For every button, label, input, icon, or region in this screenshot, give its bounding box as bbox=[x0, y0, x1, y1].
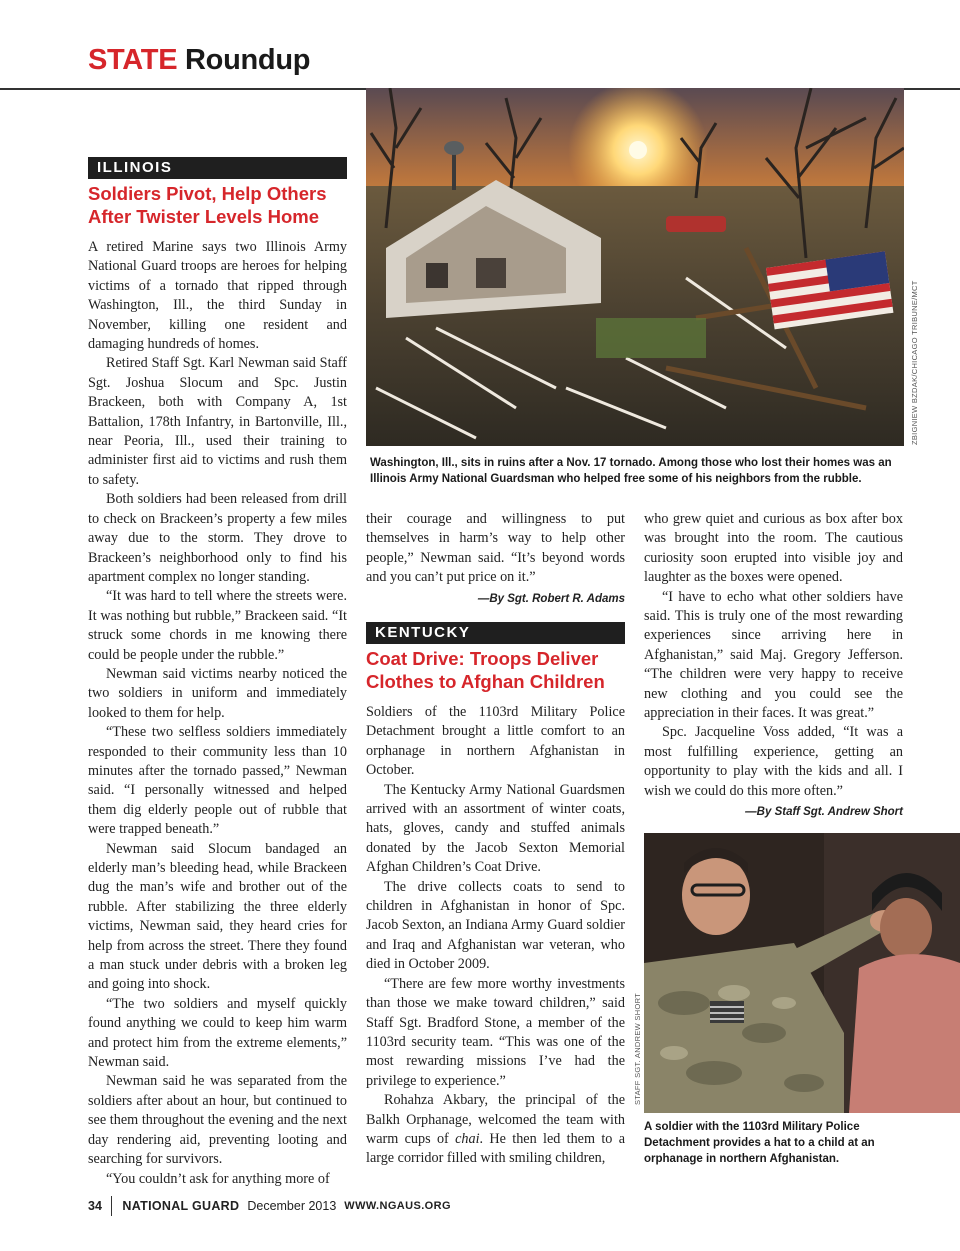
kentucky-paragraph-2: The Kentucky Army National Guardsmen arrived with an assortment of winter coats, hats, gloves, candy and stuffed animals donated by the Jacob Sexton Memorial Afghan Children’s Coat Drive. bbox=[366, 781, 625, 876]
section-title: Roundup bbox=[185, 44, 311, 76]
footer-divider bbox=[111, 1196, 113, 1216]
kentucky-byline: —By Staff Sgt. Andrew Short bbox=[745, 806, 903, 819]
illinois-paragraph-4: “It was hard to tell where the streets were. It was nothing but rubble,” Brackeen said. “It struck some chords in me knowing there could be people under the rubble.” bbox=[88, 588, 347, 663]
kentucky-paragraph-1: Soldiers of the 1103rd Military Police Detachment brought a little comfort to an orphanage in northern Afghanistan in October. bbox=[366, 704, 625, 779]
kentucky-col3-paragraph-3: Spc. Jacqueline Voss added, “It was a most fulfilling experience, getting an opportunity to play with the kids and all. I wish we could do this more often.” bbox=[644, 724, 903, 799]
illinois-headline-line2: After Twister Levels Home bbox=[88, 205, 319, 227]
photo2-caption: A soldier with the 1103rd Military Police Detachment provides a hat to a child at an orphanage in northern Afghanistan. bbox=[644, 1121, 875, 1165]
magazine-name: NATIONAL GUARD bbox=[122, 1199, 240, 1213]
illinois-paragraph-5: Newman said victims nearby noticed the two soldiers in uniform and immediately looked to them for help. bbox=[88, 665, 347, 721]
article-col2-top bbox=[366, 510, 625, 609]
illinois-article-col1 bbox=[88, 238, 347, 1189]
illinois-state-bar: ILLINOIS bbox=[88, 157, 347, 179]
kentucky-p5-after: . He then led them to a large corridor filled with smiling children, bbox=[366, 1130, 625, 1167]
kentucky-headline bbox=[366, 648, 628, 693]
kentucky-p5-italic: chai bbox=[455, 1130, 480, 1147]
illinois-paragraph-9: Newman said he was separated from the soldiers after about an hour, but continued to see them throughout the evening and the next day rendering aid, preventing looting and searching for survivors. bbox=[88, 1073, 347, 1168]
kentucky-state-bar: KENTUCKY bbox=[366, 622, 625, 644]
photo2-credit: STAFF SGT. ANDREW SHORT bbox=[633, 992, 642, 1105]
page-footer bbox=[88, 1196, 451, 1216]
issue-date: December 2013 bbox=[247, 1199, 337, 1213]
kentucky-article-col2 bbox=[366, 703, 625, 1169]
illinois-continuation: their courage and willingness to put themselves in harm’s way to help other people,” Newman said. “It’s beyond words and you can’t put price on it.” bbox=[366, 511, 625, 586]
kentucky-paragraph-4: “There are few more worthy investments than those we make toward children,” said Staff Sgt. Bradford Stone, a member of the 1103rd security team. “This was one of the most rewarding missions I’ve had the privilege to experience.” bbox=[366, 975, 625, 1089]
kentucky-article-col3 bbox=[644, 510, 903, 823]
illinois-paragraph-8: “The two soldiers and myself quickly found anything we could to keep him warm and protect him from the extreme elements,” Newman said. bbox=[88, 995, 347, 1071]
tornado-ruins-photo bbox=[366, 88, 904, 446]
illinois-byline: —By Sgt. Robert R. Adams bbox=[477, 592, 625, 605]
website-link[interactable]: WWW.NGAUS.ORG bbox=[344, 1200, 451, 1212]
illinois-paragraph-6: “These two selfless soldiers immediately responded to their community less than 10 minutes after the tornado passed,” Newman said. “I personally witnessed and helped them dig elderly people out of rubble that were trapped beneath.” bbox=[88, 724, 347, 838]
kentucky-col3-paragraph-1: who grew quiet and curious as box after box was brought into the room. The cautious curiosity soon erupted into visible joy and laughter as the boxes were opened. bbox=[644, 511, 903, 586]
illinois-paragraph-3: Both soldiers had been released from drill to check on Brackeen’s property a few miles away due to the storm. They drove to Brackeen’s neighborhood only to find his apartment complex no longer standing. bbox=[88, 491, 347, 585]
kentucky-headline-line1: Coat Drive: Troops Deliver bbox=[366, 648, 599, 669]
kentucky-p5-before: Rohahza Akbary, the principal of the Balkh Orphanage, welcomed the team with warm cups of bbox=[366, 1092, 625, 1147]
soldier-child-photo bbox=[644, 833, 960, 1113]
illinois-paragraph-2: Retired Staff Sgt. Karl Newman said Staff Sgt. Joshua Slocum and Spc. Justin Brackeen, both with Company A, 1st Battalion, 178th Infantry, in Bartonville, Ill., near Peoria, Ill., used their training to administer first aid to victims and rush them to safety. bbox=[88, 355, 347, 488]
photo1-caption: Washington, Ill., sits in ruins after a Nov. 17 tornado. Among those who lost their homes was an Illinois Army National Guardsman who helped free some of his neighbors from the rubble. bbox=[370, 457, 892, 485]
kentucky-paragraph-3: The drive collects coats to send to children in Afghanistan in honor of Spc. Jacob Sexton, an Indiana Army Guard soldier and Iraq and Afghanistan war veteran, who died in October 2009. bbox=[366, 878, 625, 973]
kentucky-headline-line2: Clothes to Afghan Children bbox=[366, 670, 605, 692]
illinois-headline-line1: Soldiers Pivot, Help Others bbox=[88, 183, 327, 204]
illinois-paragraph-7: Newman said Slocum bandaged an elderly man’s bleeding head, while Brackeen dug the man’s wife and brother out of the rubble. After stabilizing the three elderly victims, Newman said, they heard cries for help from across the street. There they found a man stuck under debris with a broken leg and going into shock. bbox=[88, 840, 347, 993]
illinois-paragraph-1: A retired Marine says two Illinois Army National Guard troops are heroes for helping victims of a tornado that ripped through Washington, Ill., the third Sunday in November, killing one resident and damaging hundreds of homes. bbox=[88, 239, 347, 353]
illinois-paragraph-10: “You couldn’t ask for anything more of bbox=[106, 1170, 330, 1187]
kentucky-paragraph-5 bbox=[366, 1091, 625, 1169]
page-title bbox=[88, 44, 310, 77]
illinois-headline bbox=[88, 183, 350, 228]
page-number: 34 bbox=[88, 1199, 102, 1213]
section-accent: STATE bbox=[88, 44, 178, 76]
photo1-credit: ZBIGNIEW BZDAK/CHICAGO TRIBUNE/MCT bbox=[910, 280, 919, 445]
kentucky-col3-paragraph-2: “I have to echo what other soldiers have said. This is truly one of the most rewarding experiences since arriving here in Afghanistan,” said Maj. Gregory Jefferson. “The children were very happy to receive new clothing and you could see the appreciation in their faces. It was great.” bbox=[644, 588, 903, 722]
